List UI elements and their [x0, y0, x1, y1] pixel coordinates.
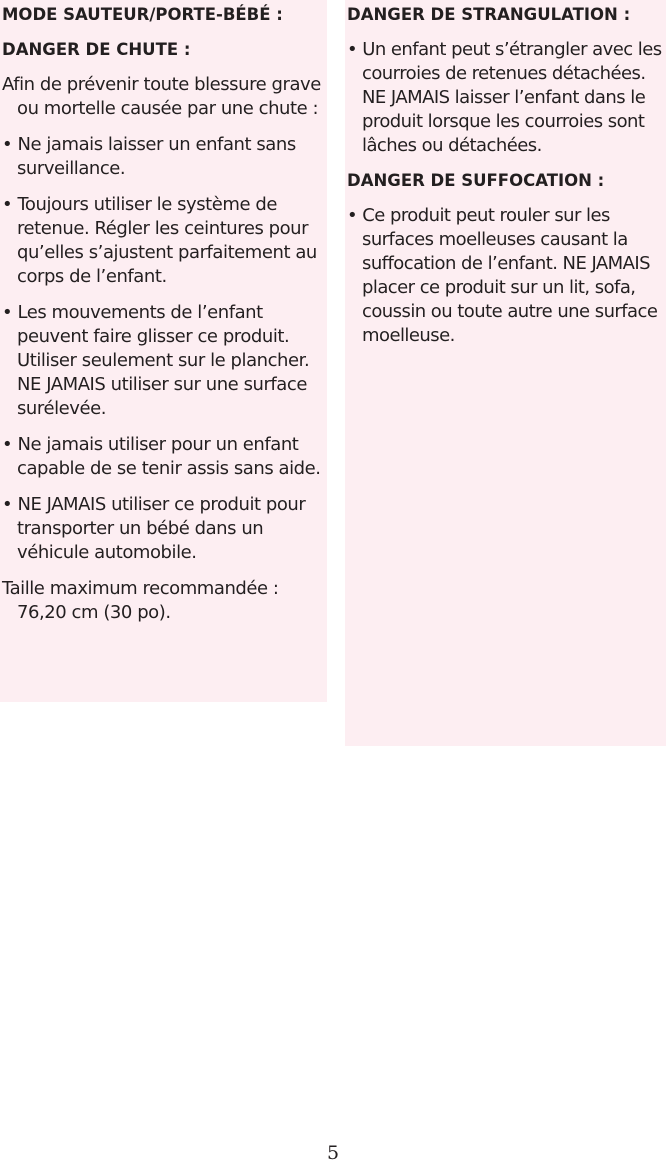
fall-bullet-supervision: • Ne jamais laisser un enfant sans surveillance. [2, 134, 296, 179]
warning-panel-left [0, 0, 327, 702]
strangulation-danger-heading: DANGER DE STRANGULATION : [347, 5, 631, 24]
fall-danger-heading: DANGER DE CHUTE : [2, 40, 191, 59]
max-size-text: Taille maximum recommandée : 76,20 cm (30 po). [2, 578, 279, 623]
fall-bullet-vehicle: • NE JAMAIS utiliser ce produit pour transporter un bébé dans un véhicule automobile. [2, 494, 306, 563]
fall-intro-text: Afin de prévenir toute blessure grave ou mortelle causée par une chute : [2, 74, 321, 119]
fall-bullet-sitting-child: • Ne jamais utiliser pour un enfant capable de se tenir assis sans aide. [2, 434, 321, 479]
page-number: 5 [326, 1142, 340, 1164]
warning-panel-right [345, 0, 666, 746]
fall-bullet-floor-only: • Les mouvements de l’enfant peuvent faire glisser ce produit. Utiliser seulement sur le plancher. NE JAMAIS utiliser sur une surface surélevée. [2, 302, 310, 419]
strangulation-text: • Un enfant peut s’étrangler avec les courroies de retenues détachées. NE JAMAIS laisser l’enfant dans le produit lorsque les courroies sont lâches ou détachées. [347, 39, 662, 156]
suffocation-text: • Ce produit peut rouler sur les surfaces moelleuses causant la suffocation de l’enfant. NE JAMAIS placer ce produit sur un lit, sofa, coussin ou toute autre une surface moelleuse. [347, 205, 658, 346]
suffocation-danger-heading: DANGER DE SUFFOCATION : [347, 171, 605, 190]
fall-bullet-restraint: • Toujours utiliser le système de retenue. Régler les ceintures pour qu’elles s’ajustent parfaitement au corps de l’enfant. [2, 194, 317, 287]
mode-heading: MODE SAUTEUR/PORTE-BÉBÉ : [2, 5, 283, 24]
